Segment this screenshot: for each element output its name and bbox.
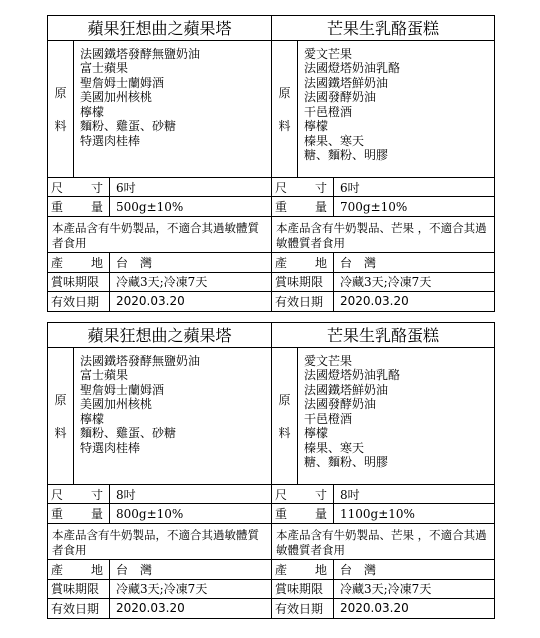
shelf-life-row (48, 580, 271, 599)
expiry-value: 2020.03.20 (116, 294, 185, 309)
ingredient-item: 法國鐵塔發酵無鹽奶油 (80, 46, 201, 61)
shelf-life-row (48, 273, 271, 292)
shelf-life-key: 賞味期限 (272, 273, 334, 291)
ingredient-item: 聖詹姆士蘭姆酒 (80, 75, 165, 90)
ingredient-item: 法國鐵塔發酵無鹽奶油 (80, 353, 201, 368)
product-column-right (271, 323, 494, 618)
key-char: 量 (90, 507, 103, 522)
expiry-value: 2020.03.20 (116, 601, 185, 616)
size-key (48, 485, 110, 503)
ingredient-item: 法國發酵奶油 (304, 90, 377, 105)
size-row (272, 178, 494, 197)
size-key (272, 178, 334, 196)
shelf-life-value: 冷藏3天;冷凍7天 (116, 582, 208, 597)
ingredient-item: 富士蘋果 (80, 61, 129, 76)
key-char: 寸 (314, 487, 327, 502)
shelf-life-value: 冷藏3天;冷凍7天 (340, 582, 432, 597)
origin-value: 台 灣 (340, 255, 377, 270)
ingredients-section (48, 41, 271, 178)
ingredient-item: 糖、麵粉、明膠 (304, 455, 389, 470)
shelf-life-value: 冷藏3天;冷凍7天 (116, 275, 208, 290)
ingredients-list (298, 41, 400, 177)
size-value: 6吋 (116, 180, 136, 195)
origin-row (48, 253, 271, 272)
origin-value: 台 灣 (116, 255, 153, 270)
shelf-life-row (272, 580, 494, 599)
weight-key (272, 197, 334, 215)
weight-value: 800g±10% (116, 506, 184, 521)
key-char: 重 (51, 507, 64, 522)
key-char: 重 (51, 200, 64, 215)
key-char: 寸 (90, 180, 103, 195)
key-char: 產 (51, 255, 64, 270)
ingredients-heading-char: 料 (278, 119, 291, 134)
key-char: 寸 (314, 180, 327, 195)
weight-key (272, 504, 334, 522)
expiry-value: 2020.03.20 (340, 294, 409, 309)
ingredient-item: 麵粉、雞蛋、砂糖 (80, 426, 177, 441)
origin-key (48, 560, 110, 578)
ingredients-heading-char: 料 (54, 119, 67, 134)
allergy-note: 本產品含有牛奶製品、芒果 ，不適合其過敏體質者食用 (272, 217, 494, 254)
key-char: 尺 (275, 487, 288, 502)
expiry-value: 2020.03.20 (340, 601, 409, 616)
key-char: 產 (275, 562, 288, 577)
ingredients-list (74, 348, 200, 484)
ingredient-item: 檸檬 (80, 104, 105, 119)
ingredient-item: 美國加州核桃 (80, 90, 153, 105)
ingredient-item: 法國鐵塔鮮奶油 (304, 75, 389, 90)
allergy-note: 本產品含有牛奶製品，不適合其過敏體質者食用 (48, 217, 271, 254)
expiry-row (272, 292, 494, 311)
size-value: 6吋 (340, 180, 360, 195)
origin-row (272, 560, 494, 579)
key-char: 量 (90, 200, 103, 215)
product-title: 蘋果狂想曲之蘋果塔 (48, 16, 271, 41)
key-char: 寸 (90, 487, 103, 502)
product-title: 芒果生乳酪蛋糕 (272, 16, 494, 41)
ingredients-section (48, 348, 271, 485)
expiry-key: 有效日期 (48, 599, 110, 618)
ingredient-item: 檸檬 (304, 119, 329, 134)
size-row (48, 485, 271, 504)
ingredient-item: 法國燈塔奶油乳酪 (304, 368, 401, 383)
ingredient-item: 干邑橙酒 (304, 104, 353, 119)
ingredient-item: 特選肉桂棒 (80, 133, 141, 148)
key-char: 地 (90, 562, 103, 577)
ingredient-item: 法國發酵奶油 (304, 397, 377, 412)
origin-value: 台 灣 (116, 562, 153, 577)
ingredients-heading (272, 348, 298, 484)
expiry-key: 有效日期 (48, 292, 110, 311)
product-title: 芒果生乳酪蛋糕 (272, 323, 494, 348)
ingredient-item: 富士蘋果 (80, 368, 129, 383)
ingredients-heading-char: 原 (278, 392, 291, 407)
size-row (272, 485, 494, 504)
weight-value: 500g±10% (116, 199, 184, 214)
weight-row (272, 504, 494, 523)
ingredients-heading-char: 原 (54, 392, 67, 407)
origin-value: 台 灣 (340, 562, 377, 577)
weight-key (48, 197, 110, 215)
ingredients-list (298, 348, 400, 484)
ingredient-item: 聖詹姆士蘭姆酒 (80, 382, 165, 397)
expiry-row (48, 292, 271, 311)
shelf-life-key: 賞味期限 (272, 580, 334, 598)
key-char: 重 (275, 200, 288, 215)
key-char: 尺 (275, 180, 288, 195)
key-char: 產 (275, 255, 288, 270)
ingredient-item: 特選肉桂棒 (80, 440, 141, 455)
ingredients-heading (48, 348, 74, 484)
origin-row (272, 253, 494, 272)
ingredients-heading-char: 料 (54, 426, 67, 441)
ingredient-item: 麵粉、雞蛋、砂糖 (80, 119, 177, 134)
weight-row (48, 504, 271, 523)
ingredients-section (272, 41, 494, 178)
size-key (48, 178, 110, 196)
ingredient-item: 榛果、寒天 (304, 133, 365, 148)
key-char: 量 (314, 200, 327, 215)
key-char: 尺 (51, 487, 64, 502)
key-char: 重 (275, 507, 288, 522)
ingredients-heading-char: 料 (278, 426, 291, 441)
shelf-life-key: 賞味期限 (48, 580, 110, 598)
ingredients-list (74, 41, 200, 177)
allergy-note: 本產品含有牛奶製品，不適合其過敏體質者食用 (48, 524, 271, 561)
origin-key (272, 560, 334, 578)
weight-key (48, 504, 110, 522)
ingredient-item: 愛文芒果 (304, 353, 353, 368)
shelf-life-row (272, 273, 494, 292)
key-char: 地 (314, 255, 327, 270)
key-char: 量 (314, 507, 327, 522)
ingredient-item: 干邑橙酒 (304, 411, 353, 426)
key-char: 產 (51, 562, 64, 577)
weight-row (48, 197, 271, 216)
ingredients-heading-char: 原 (54, 85, 67, 100)
origin-key (272, 253, 334, 271)
expiry-row (48, 599, 271, 618)
weight-row (272, 197, 494, 216)
size-value: 8吋 (116, 487, 136, 502)
expiry-key: 有效日期 (272, 599, 334, 618)
ingredient-item: 糖、麵粉、明膠 (304, 148, 389, 163)
ingredients-section (272, 348, 494, 485)
product-column-left (48, 323, 271, 618)
shelf-life-value: 冷藏3天;冷凍7天 (340, 275, 432, 290)
weight-value: 700g±10% (340, 199, 408, 214)
key-char: 地 (90, 255, 103, 270)
origin-key (48, 253, 110, 271)
size-key (272, 485, 334, 503)
ingredient-item: 檸檬 (304, 426, 329, 441)
allergy-note: 本產品含有牛奶製品、芒果 ，不適合其過敏體質者食用 (272, 524, 494, 561)
origin-row (48, 560, 271, 579)
ingredient-item: 法國鐵塔鮮奶油 (304, 382, 389, 397)
product-column-left (48, 16, 271, 311)
ingredient-item: 法國燈塔奶油乳酪 (304, 61, 401, 76)
key-char: 尺 (51, 180, 64, 195)
product-title: 蘋果狂想曲之蘋果塔 (48, 323, 271, 348)
expiry-row (272, 599, 494, 618)
ingredient-item: 愛文芒果 (304, 46, 353, 61)
size-row (48, 178, 271, 197)
ingredient-item: 美國加州核桃 (80, 397, 153, 412)
ingredient-item: 檸檬 (80, 411, 105, 426)
weight-value: 1100g±10% (340, 506, 415, 521)
expiry-key: 有效日期 (272, 292, 334, 311)
size-value: 8吋 (340, 487, 360, 502)
ingredients-heading (48, 41, 74, 177)
product-label-1 (47, 15, 495, 312)
ingredients-heading (272, 41, 298, 177)
product-column-right (271, 16, 494, 311)
key-char: 地 (314, 562, 327, 577)
product-label-2 (47, 322, 495, 619)
ingredients-heading-char: 原 (278, 85, 291, 100)
shelf-life-key: 賞味期限 (48, 273, 110, 291)
ingredient-item: 榛果、寒天 (304, 440, 365, 455)
